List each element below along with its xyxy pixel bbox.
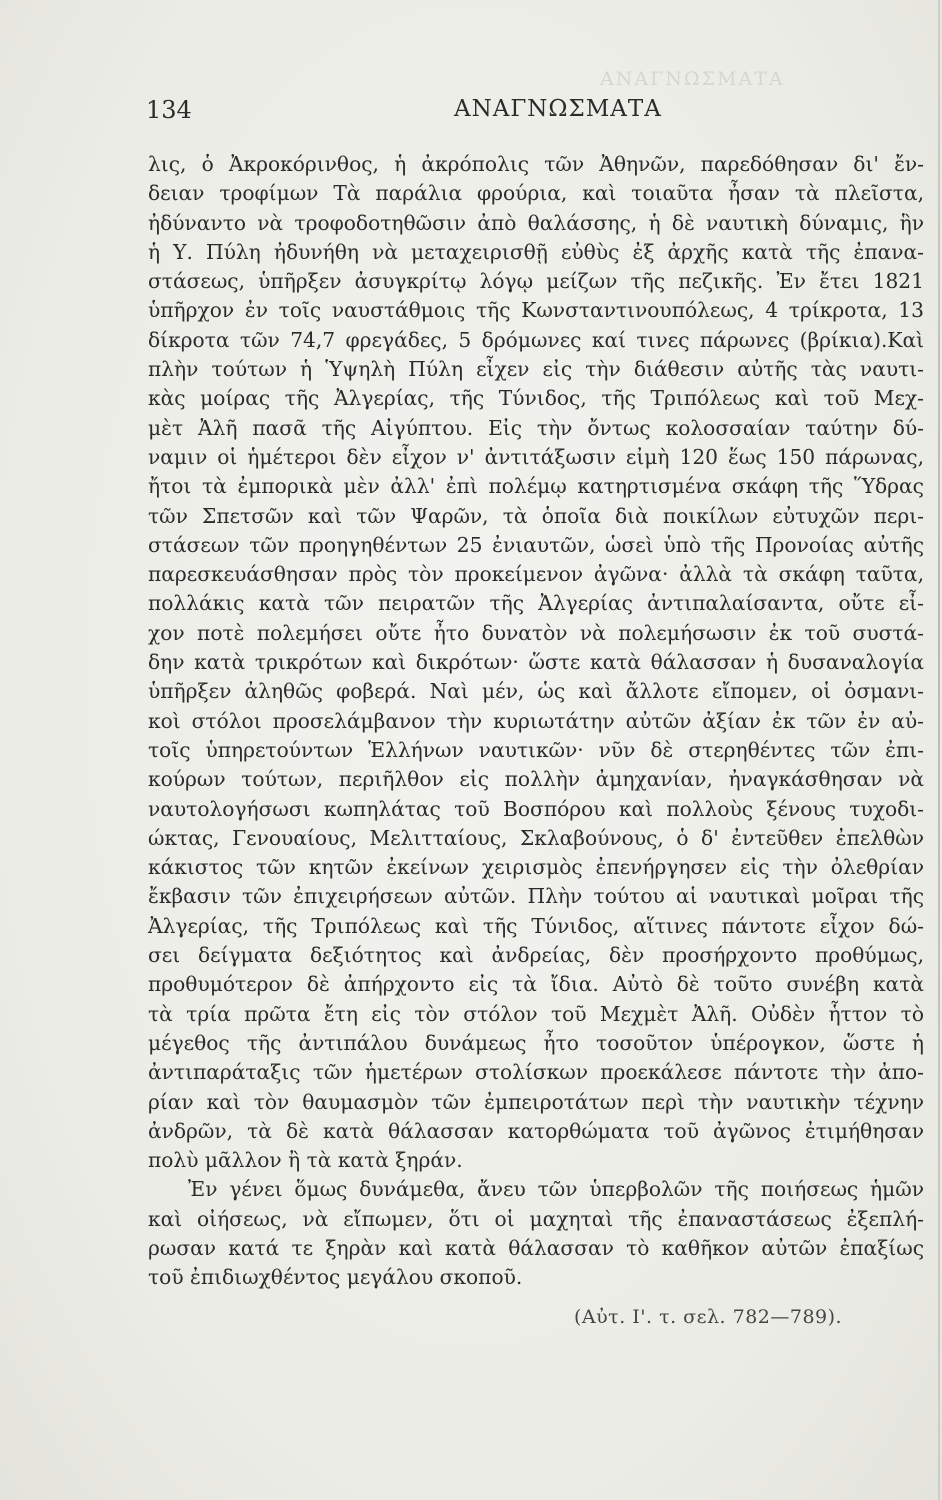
- text-line: ἔκβασιν τῶν ἐπιχειρήσεων αὐτῶν. Πλὴν τούτου αἱ ναυτικαὶ μοῖραι τῆς: [148, 884, 924, 909]
- body-text: [148, 150, 924, 1293]
- text-line: δειαν τροφίμων Τὰ παράλια φρούρια, καὶ τοιαῦτα ἦσαν τὰ πλεῖστα,: [148, 181, 924, 206]
- text-line: κούρων τούτων, περιῆλθον εἰς πολλὴν ἀμηχανίαν, ἠναγκάσθησαν νὰ: [148, 767, 924, 792]
- text-line: πολὺ μᾶλλον ἢ τὰ κατὰ ξηράν.: [148, 1148, 463, 1173]
- text-line: προθυμότερον δὲ ἀπήρχοντο εἰς τὰ ἴδια. Αὐτὸ δὲ τοῦτο συνέβη κατὰ: [148, 972, 924, 997]
- text-line: τοῖς ὑπηρετούντων Ἑλλήνων ναυτικῶν· νῦν δὲ στερηθέντες τῶν ἐπι-: [148, 737, 924, 762]
- text-line: μὲτ Ἀλῆ πασᾶ τῆς Αἰγύπτου. Εἰς τὴν ὄντως κολοσσαίαν ταύτην δύ-: [148, 415, 924, 440]
- page-number: 134: [146, 96, 192, 124]
- text-line: στάσεων τῶν προηγηθέντων 25 ἐνιαυτῶν, ὡσεὶ ὑπὸ τῆς Προνοίας αὐτῆς: [148, 532, 924, 557]
- text-line-paragraph-start: Ἐν γένει ὅμως δυνάμεθα, ἄνευ τῶν ὑπερβολῶν τῆς ποιήσεως ἡμῶν: [188, 1177, 924, 1202]
- text-line: ἀνδρῶν, τὰ δὲ κατὰ θάλασσαν κατορθώματα τοῦ ἀγῶνος ἐτιμήθησαν: [148, 1118, 924, 1143]
- source-citation: (Αὐτ. Ι'. τ. σελ. 782—789).: [574, 1306, 843, 1328]
- text-line: ἠδύναντο νὰ τροφοδοτηθῶσιν ἀπὸ θαλάσσης, ἡ δὲ ναυτικὴ δύναμις, ἣν: [148, 210, 924, 235]
- text-line: τῶν Σπετσῶν καὶ τῶν Ψαρῶν, τὰ ὁποῖα διὰ ποικίλων εὐτυχῶν περι-: [148, 503, 924, 528]
- text-line: ἀντιπαράταξις τῶν ἡμετέρων στολίσκων προεκάλεσε πάντοτε τὴν ἀπο-: [148, 1060, 924, 1085]
- text-line: κάκιστος τῶν κητῶν ἐκείνων χειρισμὸς ἐπενήργησεν εἰς τὴν ὀλεθρίαν: [148, 855, 924, 880]
- text-line: δίκροτα τῶν 74,7 φρεγάδες, 5 δρόμωνες καί τινες πάρωνες (βρίκια).Καὶ: [148, 327, 924, 352]
- text-line: τοῦ ἐπιδιωχθέντος μεγάλου σκοποῦ.: [148, 1265, 523, 1290]
- page-header: [146, 96, 926, 130]
- text-line: καὶ οἰήσεως, νὰ εἴπωμεν, ὅτι οἱ μαχηταὶ τῆς ἐπαναστάσεως ἐξεπλή-: [148, 1206, 924, 1231]
- text-line: ἡ Υ. Πύλη ἠδυνήθη νὰ μεταχειρισθῇ εὐθὺς ἐξ ἀρχῆς κατὰ τῆς ἐπανα-: [148, 239, 924, 264]
- text-line: ώκτας, Γενουαίους, Μελιτταίους, Σκλαβούνους, ὁ δ' ἐντεῦθεν ἐπελθὼν: [148, 825, 924, 850]
- text-line: σει δείγματα δεξιότητος καὶ ἀνδρείας, δὲν προσήρχοντο προθύμως,: [148, 943, 924, 968]
- text-line: μέγεθος τῆς ἀντιπάλου δυνάμεως ἦτο τοσοῦτον ὑπέρογκον, ὥστε ἡ: [148, 1030, 924, 1055]
- text-line: ρωσαν κατά τε ξηρὰν καὶ κατὰ θάλασσαν τὸ καθῆκον αὐτῶν ἐπαξίως: [148, 1235, 924, 1260]
- text-line: κοὶ στόλοι προσελάμβανον τὴν κυριωτάτην αὐτῶν ἀξίαν ἐκ τῶν ἐν αὐ-: [148, 708, 924, 733]
- text-line: κὰς μοίρας τῆς Ἀλγερίας, τῆς Τύνιδος, τῆς Τριπόλεως καὶ τοῦ Μεχ-: [148, 386, 924, 411]
- text-line: ὑπῆρξεν ἀληθῶς φοβερά. Ναὶ μέν, ὡς καὶ ἄλλοτε εἴπομεν, οἱ ὀσμανι-: [148, 679, 924, 704]
- text-line: στάσεως, ὑπῆρξεν ἀσυγκρίτῳ λόγῳ μείζων τῆς πεζικῆς. Ἐν ἔτει 1821: [148, 269, 924, 294]
- text-line: ἤτοι τὰ ἐμπορικὰ μὲν ἀλλ' ἐπὶ πολέμῳ κατηρτισμένα σκάφη τῆς Ὕδρας: [148, 474, 924, 499]
- text-line: πολλάκις κατὰ τῶν πειρατῶν τῆς Ἀλγερίας ἀντιπαλαίσαντα, οὔτε εἶ-: [148, 591, 924, 616]
- text-line: ρίαν καὶ τὸν θαυμασμὸν τῶν ἐμπειροτάτων περὶ τὴν ναυτικὴν τέχνην: [148, 1089, 924, 1114]
- text-line: ὑπῆρχον ἐν τοῖς ναυστάθμοις τῆς Κωνσταντινουπόλεως, 4 τρίκροτα, 13: [148, 298, 924, 323]
- text-line: τὰ τρία πρῶτα ἔτη εἰς τὸν στόλον τοῦ Μεχμὲτ Ἀλῆ. Οὐδὲν ἧττον τὸ: [148, 1001, 924, 1026]
- bleed-through-text: ΑΝΑΓΝΩΣΜΑΤΑ: [600, 68, 785, 90]
- text-line: δην κατὰ τρικρότων καὶ δικρότων· ὥστε κατὰ θάλασσαν ἡ δυσαναλογία: [148, 650, 924, 675]
- text-line: Ἀλγερίας, τῆς Τριπόλεως καὶ τῆς Τύνιδος, αἵτινες πάντοτε εἶχον δώ-: [148, 913, 924, 938]
- text-line: παρεσκευάσθησαν πρὸς τὸν προκείμενον ἀγῶνα· ἀλλὰ τὰ σκάφη ταῦτα,: [148, 562, 924, 587]
- text-line: πλὴν τούτων ἡ Ὑψηλὴ Πύλη εἶχεν εἰς τὴν διάθεσιν αὐτῆς τὰς ναυτι-: [148, 357, 924, 382]
- text-line: ναμιν οἱ ἡμέτεροι δὲν εἶχον ν' ἀντιτάξωσιν εἰμὴ 120 ἕως 150 πάρωνας,: [148, 444, 924, 469]
- running-title: ΑΝΑΓΝΩΣΜΑΤΑ: [454, 96, 662, 122]
- text-line: ναυτολογήσωσι κωπηλάτας τοῦ Βοσπόρου καὶ πολλοὺς ξένους τυχοδι-: [148, 796, 924, 821]
- text-line: λις, ὁ Ἀκροκόρινθος, ἡ ἀκρόπολις τῶν Ἀθηνῶν, παρεδόθησαν δι' ἔν-: [148, 152, 924, 176]
- text-line: χον ποτὲ πολεμήσει οὔτε ἦτο δυνατὸν νὰ πολεμήσωσιν ἐκ τοῦ συστά-: [148, 620, 924, 645]
- page-edge: [938, 0, 940, 1500]
